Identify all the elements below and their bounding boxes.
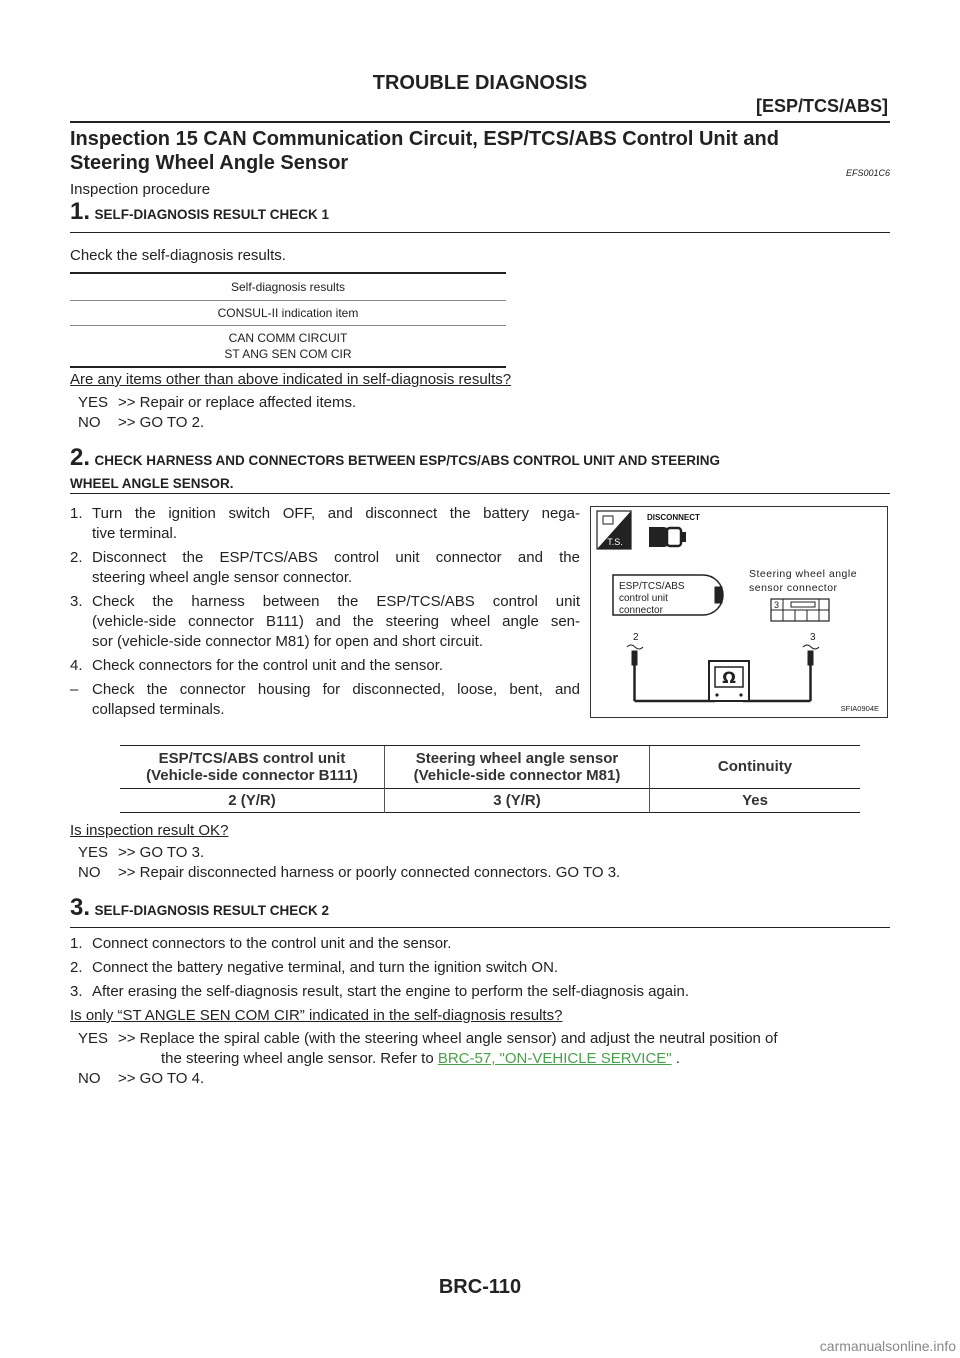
table2-cell: Yes xyxy=(742,791,768,809)
list-item: 2. Disconnect the ESP/TCS/ABS control unit connector and the steering wheel angle sensor connector. xyxy=(70,549,580,586)
continuity-table-wrap xyxy=(120,745,860,813)
ohm-symbol: Ω xyxy=(722,668,736,687)
table1-subheader: CONSUL-II indication item xyxy=(217,306,359,320)
yes-key: YES xyxy=(78,394,109,411)
table2-cell: 2 (Y/R) xyxy=(120,788,385,812)
step3-question: Is only “ST ANGLE SEN COM CIR” indicated in the self-diagnosis results? xyxy=(70,1007,563,1024)
step1-heading-text: SELF-DIAGNOSIS RESULT CHECK 1 xyxy=(94,207,329,222)
list-item: 1. Connect connectors to the control unit and the sensor. xyxy=(70,935,452,952)
sensor-pin-label: 3 xyxy=(810,632,816,643)
step2-number: 2. xyxy=(70,444,91,471)
no-key: NO xyxy=(78,864,101,881)
ohmmeter-icon xyxy=(709,661,749,701)
harness-diagram xyxy=(590,506,888,718)
step2-question: Is inspection result OK? xyxy=(70,822,229,839)
page-header-title: TROUBLE DIAGNOSIS xyxy=(372,72,588,94)
page-header-subtitle: [ESP/TCS/ABS] xyxy=(755,96,888,116)
step2-list xyxy=(70,504,580,724)
step1-no: >> GO TO 2. xyxy=(118,414,205,431)
table2-header-1: ESP/TCS/ABS control unit (Vehicle-side connector B111) xyxy=(120,746,385,788)
step1-number: 1. xyxy=(70,198,91,225)
step2-heading-line1: CHECK HARNESS AND CONNECTORS BETWEEN ESP/TCS/ABS CONTROL UNIT AND STEERING xyxy=(94,453,721,468)
header-rule xyxy=(70,121,890,123)
step3-yes-line2: the steering wheel angle sensor. Refer to xyxy=(161,1050,438,1067)
table2-header-2: Steering wheel angle sensor (Vehicle-side connector M81) xyxy=(385,746,650,788)
disconnect-label: DISCONNECT xyxy=(647,513,700,522)
step3-heading-text: SELF-DIAGNOSIS RESULT CHECK 2 xyxy=(94,903,329,918)
section-title-line2: Steering Wheel Angle Sensor xyxy=(70,152,349,174)
sensor-label-line1: Steering wheel angle xyxy=(749,568,858,580)
list-item: 3. After erasing the self-diagnosis result, start the engine to perform the self-diagnosis again. xyxy=(70,983,689,1000)
self-diagnosis-table xyxy=(70,272,506,368)
sensor-label-line2: sensor connector xyxy=(749,582,838,594)
watermark: carmanualsonline.info xyxy=(819,1338,956,1354)
figure-code: SFIA0904E xyxy=(840,704,879,713)
list-item: 1. Turn the ignition switch OFF, and disconnect the battery nega- tive terminal. xyxy=(70,505,580,542)
step1-text: Check the self-diagnosis results. xyxy=(70,247,286,264)
ecu-label-line2: control unit xyxy=(619,593,668,604)
step2-answers xyxy=(78,843,620,883)
section-title-line1: Inspection 15 CAN Communication Circuit, ESP/TCS/ABS Control Unit and xyxy=(70,128,779,150)
section-code: EFS001C6 xyxy=(845,168,890,178)
table1-header: Self-diagnosis results xyxy=(230,280,346,294)
section-title xyxy=(70,127,890,185)
step2-rule xyxy=(70,493,890,494)
step1-answers xyxy=(78,393,356,433)
list-item: 3. Check the harness between the ESP/TCS/ABS control unit (vehicle-side connector B111) and the steering wheel angle sen- sor (vehicle-side connector M81) for open and short circuit. xyxy=(70,593,580,650)
ts-icon xyxy=(597,511,631,549)
sensor-connector xyxy=(771,599,829,621)
no-key: NO xyxy=(78,1070,101,1087)
step3-rule xyxy=(70,927,890,928)
ecu-pin-label: 2 xyxy=(633,632,639,643)
list-item: 4. Check connectors for the control unit and the sensor. xyxy=(70,657,444,674)
step2-heading-line2: WHEEL ANGLE SENSOR. xyxy=(70,476,234,491)
step2-heading xyxy=(70,444,890,491)
step3-yes-line1: >> Replace the spiral cable (with the steering wheel angle sensor) and adjust the neutral position of xyxy=(118,1030,778,1047)
table1-bottom-rule xyxy=(70,366,506,368)
list-item: 2. Connect the battery negative terminal, and turn the ignition switch ON. xyxy=(70,959,559,976)
step1-question: Are any items other than above indicated in self-diagnosis results? xyxy=(70,371,512,388)
step3-list xyxy=(70,934,890,1006)
ecu-connector xyxy=(613,575,723,616)
step3-no: >> GO TO 4. xyxy=(118,1070,205,1087)
ts-label: T.S. xyxy=(607,537,623,547)
table2-header-3: Continuity xyxy=(717,758,793,776)
step2-yes: >> GO TO 3. xyxy=(118,844,205,861)
page-number: BRC-110 xyxy=(438,1276,522,1298)
section-intro: Inspection procedure xyxy=(70,181,211,198)
step2-no: >> Repair disconnected harness or poorly connected connectors. GO TO 3. xyxy=(118,864,621,881)
table1-item2: ST ANG SEN COM CIR xyxy=(224,347,352,361)
step1-yes: >> Repair or replace affected items. xyxy=(118,394,357,411)
table1-item1: CAN COMM CIRCUIT xyxy=(228,331,348,345)
yes-key: YES xyxy=(78,1030,109,1047)
step1-rule xyxy=(70,232,890,233)
step3-answers: YES >> Replace the spiral cable (with the steering wheel angle sensor) and adjust the neutral position of the steering wheel angle sensor. Refer to BRC-57, "ON-VEHICLE SERVICE" . NO >> GO TO 4. xyxy=(78,1030,778,1087)
no-key: NO xyxy=(78,414,101,431)
harness-diagram-svg xyxy=(591,507,887,717)
step1-heading xyxy=(70,198,329,226)
step3-heading xyxy=(70,894,329,922)
table2-cell: 3 (Y/R) xyxy=(385,788,650,812)
step3-number: 3. xyxy=(70,894,91,921)
continuity-table xyxy=(120,746,860,813)
ecu-label-line3: connector xyxy=(619,605,663,616)
disconnect-icon xyxy=(647,513,700,547)
reference-link[interactable]: BRC-57, "ON-VEHICLE SERVICE" xyxy=(437,1050,672,1067)
sensor-pin-box: 3 xyxy=(774,600,780,610)
yes-key: YES xyxy=(78,844,109,861)
list-item: – Check the connector housing for disconnected, loose, bent, and collapsed terminals. xyxy=(70,681,580,718)
ecu-label-line1: ESP/TCS/ABS xyxy=(619,581,685,592)
